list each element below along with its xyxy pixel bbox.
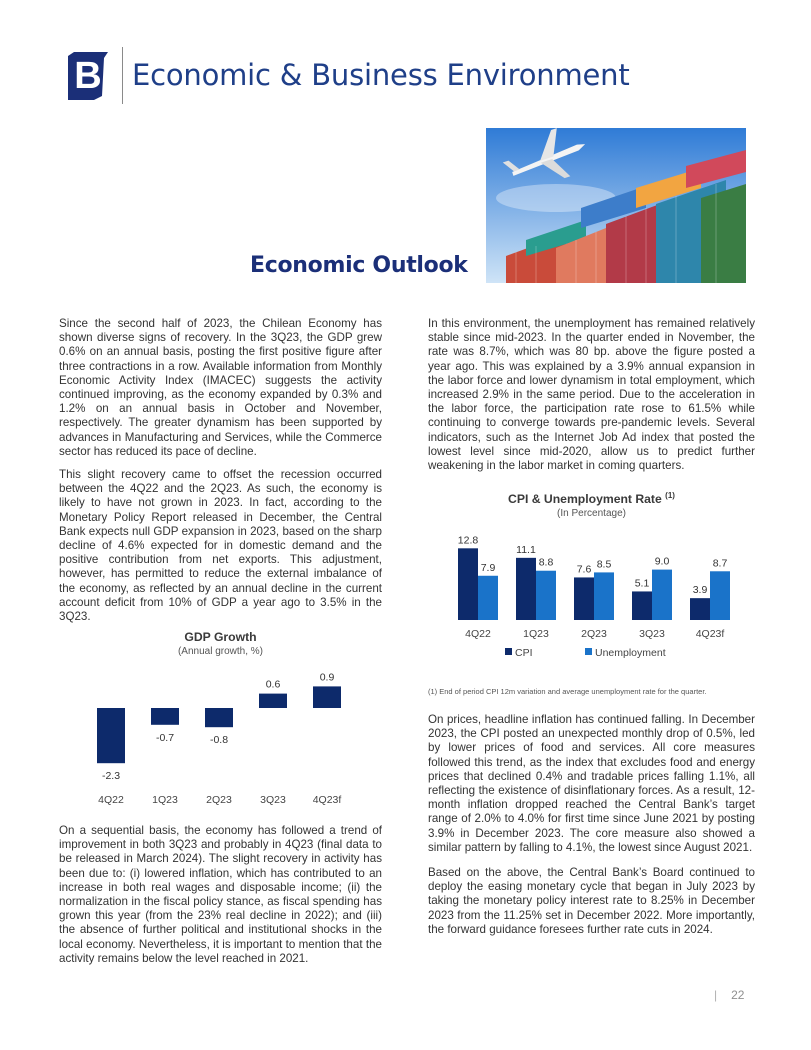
legend-label-cpi: CPI: [515, 647, 533, 659]
cpi-data-label-unemployment-4Q22: 7.9: [480, 561, 496, 574]
cpi-bar-unemployment-2Q23: [594, 572, 614, 620]
company-logo: [64, 50, 112, 100]
cpi-x-tick-4Q22: 4Q22: [465, 628, 491, 640]
left-paragraph-1: Since the second half of 2023, the Chilean Economy has shown diverse signs of recovery. In the 3Q23, the GDP grew 0.6% on an annual basis, posting the first positive figure after three contractions in a row. Available information from Monthly Economic Activity Index (IMACEC) suggests the activity continued improving, as the economy expanded by 0.3% and 1.2% on an annual basis in October and November, respectively. The greater dynamism has been supported by advances in Manufacturing and Services, while the Commerce sector has reduced its pace of decline.: [59, 317, 382, 458]
gdp-data-label-1Q23: -0.7: [155, 731, 175, 744]
cpi-data-label-unemployment-4Q23f: 8.7: [712, 557, 728, 570]
gdp-bar-4Q23f: [313, 686, 341, 708]
cpi-data-label-cpi-4Q22: 12.8: [457, 535, 479, 547]
gdp-bar-1Q23: [151, 708, 179, 725]
cpi-bar-cpi-2Q23: [574, 577, 594, 620]
cpi-data-label-cpi-4Q23f: 3.9: [692, 584, 708, 597]
cpi-data-label-unemployment-1Q23: 8.8: [538, 556, 554, 569]
cpi-bar-unemployment-1Q23: [536, 571, 556, 620]
gdp-data-label-3Q23: 0.6: [265, 678, 281, 691]
cpi-bar-cpi-4Q23f: [690, 598, 710, 620]
cpi-x-tick-2Q23: 2Q23: [581, 628, 607, 640]
page-number: 22: [731, 988, 745, 1002]
cpi-chart-title: [428, 491, 755, 506]
left-paragraph-3: On a sequential basis, the economy has followed a trend of improvement in both 3Q23 and probably in 4Q23 (final data to be released in March 2024). The slight recovery in activity has been due to: (i) lowered inflation, which has contributed to an increase in both real wages and disposable income; (ii) the normalization in the fiscal policy stance, as fiscal spending has grown this year (from the 23% real decline in 2022); and (iii) the absence of further political and institutional shocks in the local economy. Nevertheless, it is important to mention that the activity remains below the level reached in 2021.: [59, 824, 382, 965]
legend-swatch-cpi: [505, 648, 512, 655]
cpi-data-label-unemployment-2Q23: 8.5: [596, 558, 612, 571]
cpi-chart: [445, 535, 735, 675]
legend-label-unemployment: Unemployment: [595, 647, 666, 659]
gdp-bar-4Q22: [97, 708, 125, 763]
cpi-chart-subtitle: (In Percentage): [557, 508, 626, 519]
gdp-chart: [80, 670, 370, 810]
gdp-bar-2Q23: [205, 708, 233, 727]
page-title: Economic & Business Environment: [132, 58, 630, 92]
right-paragraph-3: Based on the above, the Central Bank’s Board continued to deploy the easing monetary cycle that began in July 2023 by taking the monetary policy interest rate to 8.25% in December 2023 from the 11.25% set in December 2022. More importantly, the forward guidance foresees further rate cuts in 2024.: [428, 866, 755, 936]
cpi-bar-cpi-3Q23: [632, 591, 652, 620]
gdp-x-tick-2Q23: 2Q23: [206, 794, 232, 806]
cpi-bar-cpi-4Q22: [458, 548, 478, 620]
cpi-data-label-cpi-2Q23: 7.6: [576, 563, 592, 576]
hero-image: [486, 128, 746, 283]
gdp-data-label-4Q22: -2.3: [101, 770, 121, 783]
logo-letter: B: [74, 55, 102, 97]
gdp-chart-subtitle: (Annual growth, %): [177, 646, 264, 657]
cpi-bar-unemployment-4Q23f: [710, 571, 730, 620]
gdp-bar-3Q23: [259, 694, 287, 708]
cpi-data-label-cpi-1Q23: 11.1: [516, 543, 536, 556]
gdp-data-label-4Q23f: 0.9: [319, 671, 335, 684]
legend-swatch-unemployment: [585, 648, 592, 655]
title-divider: [122, 47, 123, 104]
cpi-chart-title-text: CPI & Unemployment Rate: [508, 492, 662, 507]
cpi-x-tick-1Q23: 1Q23: [523, 628, 549, 640]
gdp-x-tick-4Q22: 4Q22: [98, 794, 124, 806]
cpi-x-tick-3Q23: 3Q23: [639, 628, 665, 640]
page-separator: |: [714, 988, 718, 1002]
gdp-x-tick-4Q23f: 4Q23f: [312, 794, 342, 806]
cpi-bar-unemployment-4Q22: [478, 576, 498, 620]
cpi-chart-title-note: (1): [665, 491, 675, 500]
gdp-chart-title: GDP Growth: [184, 630, 257, 644]
gdp-x-tick-1Q23: 1Q23: [152, 794, 178, 806]
gdp-data-label-2Q23: -0.8: [209, 734, 229, 747]
page-footer: [714, 988, 744, 1002]
left-paragraph-2: This slight recovery came to offset the recession occurred between the 4Q22 and the 2Q23. As such, the economy is likely to have not grown in 2023. In fact, according to the Monetary Policy Report released in December, the Central Bank expects null GDP expansion in 2023, based on the sharp decline of 4.6% expected for in domestic demand and the positive contribution from net exports. This adjustment, however, has permitted to reduce the external imbalance of the economy, as reflected by an annual decline in the current account deficit from 10% of GDP a year ago to 3.5% in the 3Q23.: [59, 468, 382, 624]
cpi-data-label-cpi-3Q23: 5.1: [634, 577, 650, 590]
chart-footnote: (1) End of period CPI 12m variation and average unemployment rate for the quarter.: [428, 687, 707, 696]
section-title: Economic Outlook: [250, 253, 468, 278]
cpi-x-tick-4Q23f: 4Q23f: [695, 628, 725, 640]
cpi-data-label-unemployment-3Q23: 9.0: [654, 555, 670, 568]
cpi-bar-cpi-1Q23: [516, 558, 536, 620]
right-paragraph-2: On prices, headline inflation has continued falling. In December 2023, the CPI posted an unexpected monthly drop of 0.5%, led by lower prices of food and services. All core measures followed this trend, as the index that excludes food and energy prices that declined 0.4% and tradable prices falling 1.1%, all reflecting the existence of disinflationary forces. As a result, 12-month inflation dropped reached the Central Bank’s target range of 2.0% to 4.0% for first time since June 2021 by posting 3.9% in December 2023. The core measure also showed a similar pattern by falling to 4.1%, the lowest since August 2021.: [428, 713, 755, 854]
gdp-x-tick-3Q23: 3Q23: [260, 794, 286, 806]
cpi-bar-unemployment-3Q23: [652, 570, 672, 620]
right-paragraph-1: In this environment, the unemployment has remained relatively stable since mid-2023. In the quarter ended in November, the rate was 8.7%, which was 80 bp. above the figure posted a year ago. This was explained by a 3.9% annual expansion in the labor force and lower dynamism in total employment, which increased 2.9% in the same period. Due to the acceleration in the labor force, the participation rate rose to 61.5% while continuing to converge towards pre-pandemic levels. Several indicators, such as the Internet Job Ad index that posted the lowest level since mid-2020, allow us to predict further weakening in the labor market in coming quarters.: [428, 317, 755, 473]
